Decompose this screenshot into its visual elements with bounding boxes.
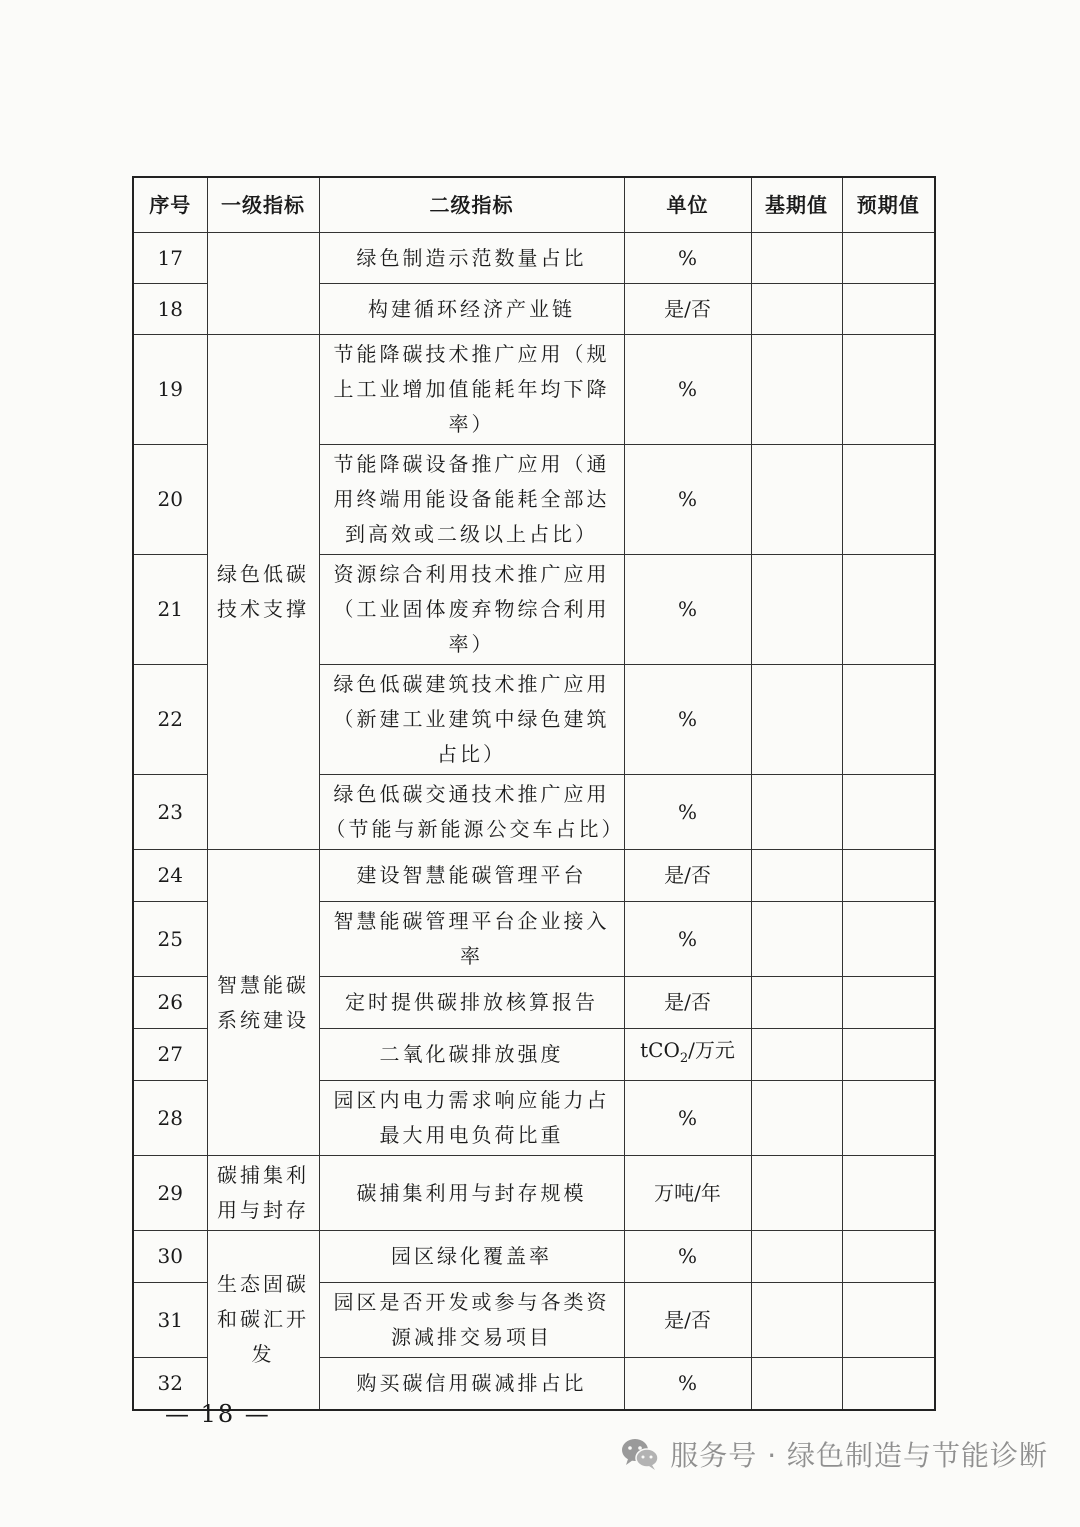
expected-value-cell (842, 902, 935, 977)
expected-value-cell (842, 1358, 935, 1410)
unit-cell: % (624, 775, 751, 850)
level2-cell: 节能降碳设备推广应用（通用终端用能设备能耗全部达到高效或二级以上占比） (319, 445, 624, 555)
level2-cell: 绿色制造示范数量占比 (319, 233, 624, 284)
wechat-icon (620, 1437, 660, 1471)
expected-value-cell (842, 335, 935, 445)
expected-value-cell (842, 1081, 935, 1156)
unit-cell: % (624, 902, 751, 977)
row-number: 31 (133, 1283, 207, 1358)
header-unit: 单位 (624, 177, 751, 233)
unit-cell: % (624, 233, 751, 284)
base-value-cell (751, 1081, 842, 1156)
level1-cell: 碳捕集利用与封存 (207, 1156, 319, 1231)
level2-cell: 定时提供碳排放核算报告 (319, 977, 624, 1029)
base-value-cell (751, 977, 842, 1029)
base-value-cell (751, 1358, 842, 1410)
row-number: 17 (133, 233, 207, 284)
unit-cell: 是/否 (624, 850, 751, 902)
row-number: 24 (133, 850, 207, 902)
level2-cell: 园区绿化覆盖率 (319, 1231, 624, 1283)
row-number: 29 (133, 1156, 207, 1231)
header-row (133, 177, 935, 233)
base-value-cell (751, 445, 842, 555)
base-value-cell (751, 665, 842, 775)
level2-cell: 碳捕集利用与封存规模 (319, 1156, 624, 1231)
expected-value-cell (842, 665, 935, 775)
unit-cell: % (624, 555, 751, 665)
unit-prefix: tCO (640, 1038, 680, 1062)
unit-subscript: 2 (679, 1051, 689, 1066)
level2-cell: 园区内电力需求响应能力占最大用电负荷比重 (319, 1081, 624, 1156)
base-value-cell (751, 775, 842, 850)
header-expected-value: 预期值 (842, 177, 935, 233)
expected-value-cell (842, 1029, 935, 1081)
base-value-cell (751, 233, 842, 284)
table-row (133, 1231, 935, 1283)
watermark (620, 1434, 1048, 1474)
base-value-cell (751, 1029, 842, 1081)
level1-cell: 绿色低碳技术支撑 (207, 335, 319, 850)
level1-cell (207, 233, 319, 335)
unit-cell: 是/否 (624, 284, 751, 335)
level2-cell: 购买碳信用碳减排占比 (319, 1358, 624, 1410)
base-value-cell (751, 284, 842, 335)
table-row (133, 335, 935, 445)
level2-cell: 智慧能碳管理平台企业接入率 (319, 902, 624, 977)
level1-cell: 生态固碳和碳汇开发 (207, 1231, 319, 1410)
expected-value-cell (842, 977, 935, 1029)
row-number: 19 (133, 335, 207, 445)
expected-value-cell (842, 1156, 935, 1231)
base-value-cell (751, 850, 842, 902)
unit-cell (624, 1029, 751, 1081)
row-number: 25 (133, 902, 207, 977)
level2-cell: 资源综合利用技术推广应用（工业固体废弃物综合利用率） (319, 555, 624, 665)
expected-value-cell (842, 1283, 935, 1358)
header-seq: 序号 (133, 177, 207, 233)
row-number: 23 (133, 775, 207, 850)
unit-cell: % (624, 1081, 751, 1156)
row-number: 32 (133, 1358, 207, 1410)
header-level1: 一级指标 (207, 177, 319, 233)
level2-cell: 建设智慧能碳管理平台 (319, 850, 624, 902)
header-base-value: 基期值 (751, 177, 842, 233)
level2-cell: 构建循环经济产业链 (319, 284, 624, 335)
level2-cell: 绿色低碳交通技术推广应用（节能与新能源公交车占比） (319, 775, 624, 850)
unit-cell: % (624, 665, 751, 775)
header-level2: 二级指标 (319, 177, 624, 233)
row-number: 21 (133, 555, 207, 665)
row-number: 20 (133, 445, 207, 555)
unit-cell: % (624, 1231, 751, 1283)
unit-cell: % (624, 335, 751, 445)
unit-cell: 万吨/年 (624, 1156, 751, 1231)
expected-value-cell (842, 284, 935, 335)
table-row (133, 850, 935, 902)
indicator-table (132, 176, 936, 1411)
row-number: 28 (133, 1081, 207, 1156)
base-value-cell (751, 555, 842, 665)
base-value-cell (751, 1283, 842, 1358)
level2-cell: 园区是否开发或参与各类资源减排交易项目 (319, 1283, 624, 1358)
watermark-text: 服务号 · 绿色制造与节能诊断 (670, 1439, 1048, 1472)
table-row (133, 1156, 935, 1231)
row-number: 30 (133, 1231, 207, 1283)
row-number: 27 (133, 1029, 207, 1081)
row-number: 26 (133, 977, 207, 1029)
base-value-cell (751, 1156, 842, 1231)
base-value-cell (751, 335, 842, 445)
page-number: — 18 — (165, 1400, 271, 1428)
expected-value-cell (842, 555, 935, 665)
level2-cell: 绿色低碳建筑技术推广应用（新建工业建筑中绿色建筑占比） (319, 665, 624, 775)
row-number: 18 (133, 284, 207, 335)
expected-value-cell (842, 233, 935, 284)
unit-cell: 是/否 (624, 1283, 751, 1358)
table-row (133, 233, 935, 284)
level1-cell: 智慧能碳系统建设 (207, 850, 319, 1156)
level2-cell: 二氧化碳排放强度 (319, 1029, 624, 1081)
expected-value-cell (842, 850, 935, 902)
expected-value-cell (842, 775, 935, 850)
expected-value-cell (842, 1231, 935, 1283)
level2-cell: 节能降碳技术推广应用（规上工业增加值能耗年均下降率） (319, 335, 624, 445)
unit-cell: 是/否 (624, 977, 751, 1029)
unit-cell: % (624, 1358, 751, 1410)
expected-value-cell (842, 445, 935, 555)
unit-cell: % (624, 445, 751, 555)
unit-suffix: /万元 (688, 1038, 735, 1062)
base-value-cell (751, 1231, 842, 1283)
base-value-cell (751, 902, 842, 977)
row-number: 22 (133, 665, 207, 775)
